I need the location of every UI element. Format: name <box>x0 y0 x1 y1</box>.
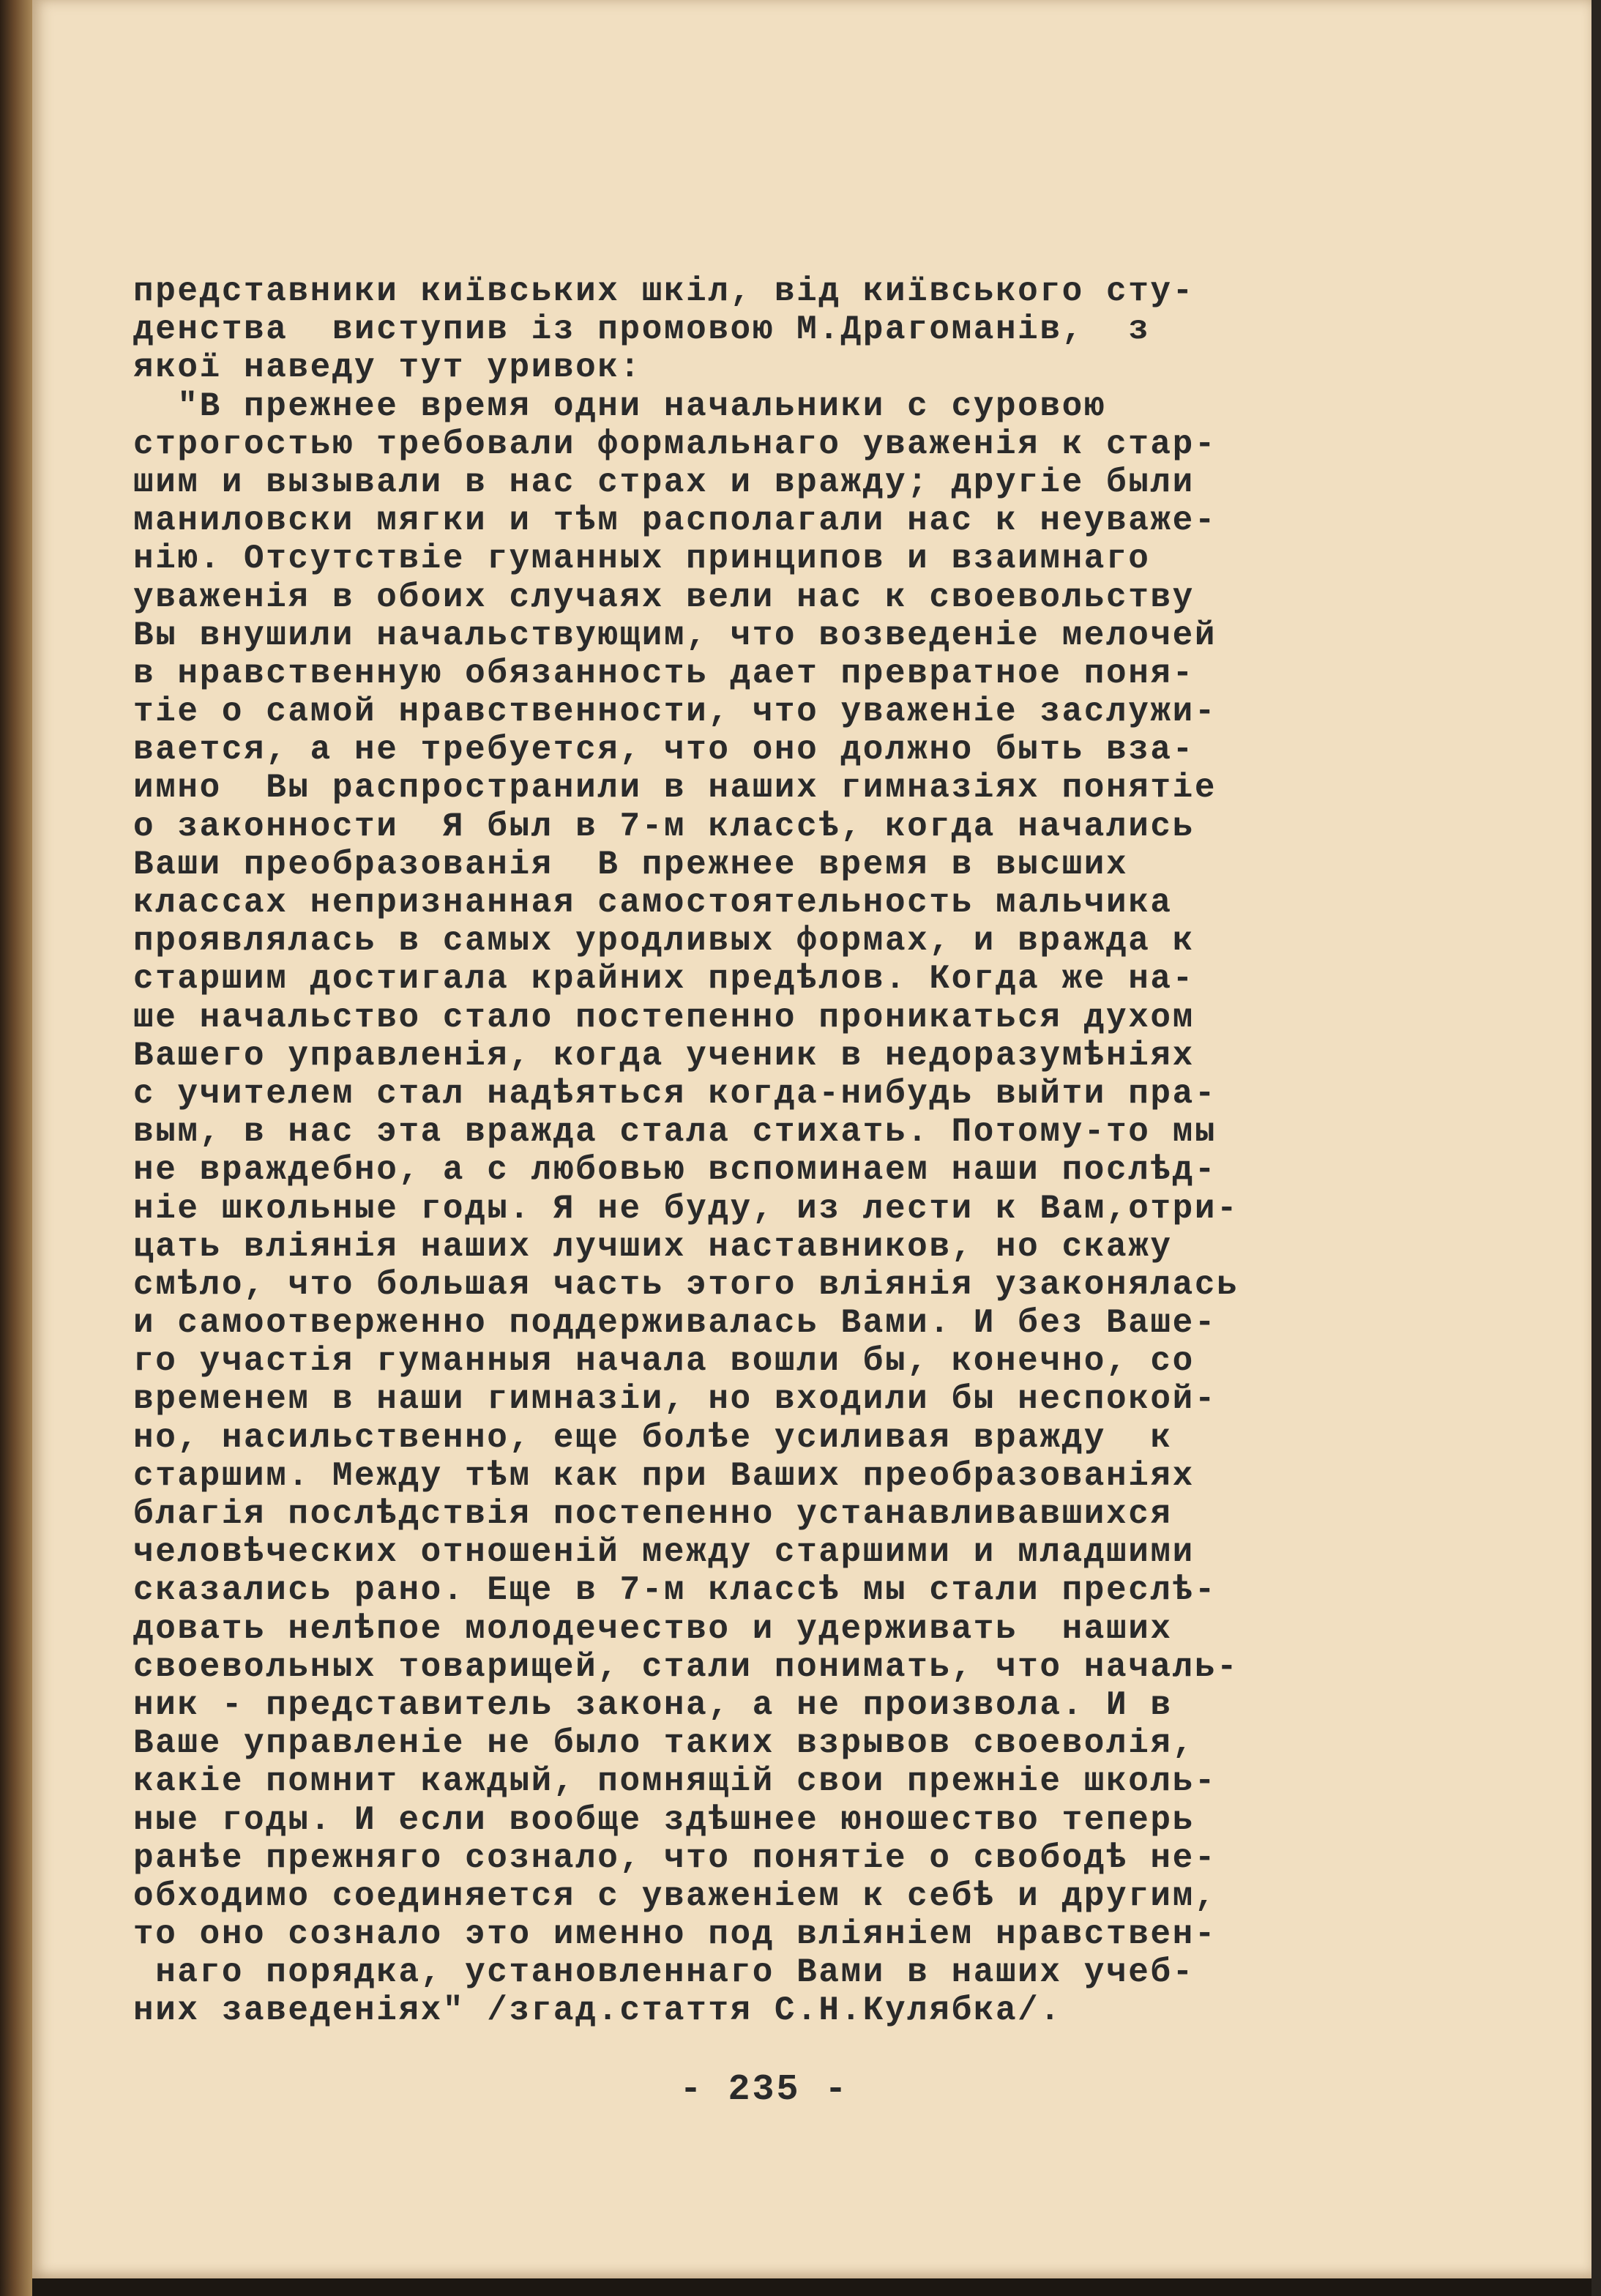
text-line: о законности Я был в 7-м классѣ, когда начались <box>133 807 1195 846</box>
text-line: но, насильственно, еще болѣе усиливая вражду к <box>133 1418 1173 1457</box>
text-line: наго порядка, установленнаго Вами в наших учеб- <box>133 1953 1195 1992</box>
text-line: сказались рано. Еще в 7-м классѣ мы стали преслѣ- <box>133 1571 1217 1610</box>
text-line: своевольных товарищей, стали понимать, что началь- <box>133 1647 1239 1686</box>
text-line: Ваши преобразованія В прежнее время в высших <box>133 845 1129 884</box>
text-line: Ваше управленіе не было таких взрывов своеволія, <box>133 1724 1195 1763</box>
text-line: проявлялась в самых уродливых формах, и вражда к <box>133 922 1195 961</box>
text-line: "В прежнее время одни начальники с суровою <box>133 387 1106 425</box>
text-line: ные годы. И если вообще здѣшнее юношество теперь <box>133 1800 1195 1839</box>
page-number: - 235 - <box>679 2069 849 2111</box>
book-gutter <box>0 0 32 2296</box>
text-line: ранѣе прежняго сознало, что понятіе о свободѣ не- <box>133 1838 1217 1877</box>
text-line: не враждебно, а с любовью вспоминаем наши послѣд- <box>133 1151 1217 1190</box>
text-line: го участія гуманныя начала вошли бы, конечно, со <box>133 1342 1195 1381</box>
document-page <box>32 0 1591 2278</box>
text-line: строгостью требовали формальнаго уваженія к стар- <box>133 425 1217 463</box>
text-line: благія послѣдствія постепенно устанавливавшихся <box>133 1495 1173 1533</box>
text-line: в нравственную обязанность дает превратное поня- <box>133 654 1195 693</box>
text-line: цать вліянія наших лучших наставников, но скажу <box>133 1227 1173 1266</box>
text-line: имно Вы распространили в наших гимназіях понятіе <box>133 769 1217 808</box>
text-line: представники київських шкіл, від київського сту- <box>133 272 1195 310</box>
text-line: уваженія в обоих случаях вели нас к своевольству <box>133 578 1195 616</box>
text-line: ше начальство стало постепенно проникаться духом <box>133 998 1195 1037</box>
text-line: тіе о самой нравственности, что уваженіе заслужи- <box>133 693 1217 731</box>
text-line: шим и вызывали в нас страх и вражду; другіе были <box>133 463 1195 502</box>
text-line: обходимо соединяется с уваженіем к себѣ и другим, <box>133 1876 1217 1915</box>
text-line: старшим достигала крайних предѣлов. Когда же на- <box>133 960 1195 999</box>
text-line: якої наведу тут уривок: <box>133 348 642 387</box>
text-line: то оно сознало это именно под вліяніем нравствен- <box>133 1915 1217 1954</box>
text-line: Вы внушили начальствующим, что возведеніе мелочей <box>133 616 1217 655</box>
text-line: маниловски мягки и тѣм располагали нас к неуваже- <box>133 502 1217 540</box>
text-line: ніе школьные годы. Я не буду, из лести к Вам,отри- <box>133 1189 1239 1228</box>
text-line: какіе помнит каждый, помнящій свои прежніе школь- <box>133 1762 1217 1801</box>
text-line: временем в наши гимназіи, но входили бы неспокой- <box>133 1380 1217 1419</box>
text-line: классах непризнанная самостоятельность мальчика <box>133 884 1173 922</box>
text-line: Вашего управленія, когда ученик в недоразумѣніях <box>133 1036 1195 1075</box>
text-line: человѣческих отношеній между старшими и младшими <box>133 1533 1195 1572</box>
text-line: нію. Отсутствіе гуманных принципов и взаимнаго <box>133 540 1151 578</box>
text-line: них заведеніях" /згад.стаття С.Н.Кулябка/. <box>133 1991 1062 2030</box>
text-line: ник - представитель закона, а не произвола. И в <box>133 1685 1173 1724</box>
text-line: с учителем стал надѣяться когда-нибудь выйти пра- <box>133 1074 1217 1113</box>
text-line: денства виступив із промовою М.Драгоманів, з <box>133 310 1151 349</box>
text-line: смѣло, что большая часть этого вліянія узаконялась <box>133 1265 1239 1304</box>
text-line: вается, а не требуется, что оно должно быть вза- <box>133 731 1195 769</box>
text-line: старшим. Между тѣм как при Ваших преобразованіях <box>133 1456 1195 1495</box>
body-text <box>133 272 1392 2030</box>
text-line: и самоотверженно поддерживалась Вами. И без Ваше- <box>133 1304 1217 1343</box>
text-line: вым, в нас эта вражда стала стихать. Потому-то мы <box>133 1113 1217 1152</box>
text-line: довать нелѣпое молодечество и удерживать наших <box>133 1609 1173 1648</box>
scan-border <box>1591 0 1601 2296</box>
